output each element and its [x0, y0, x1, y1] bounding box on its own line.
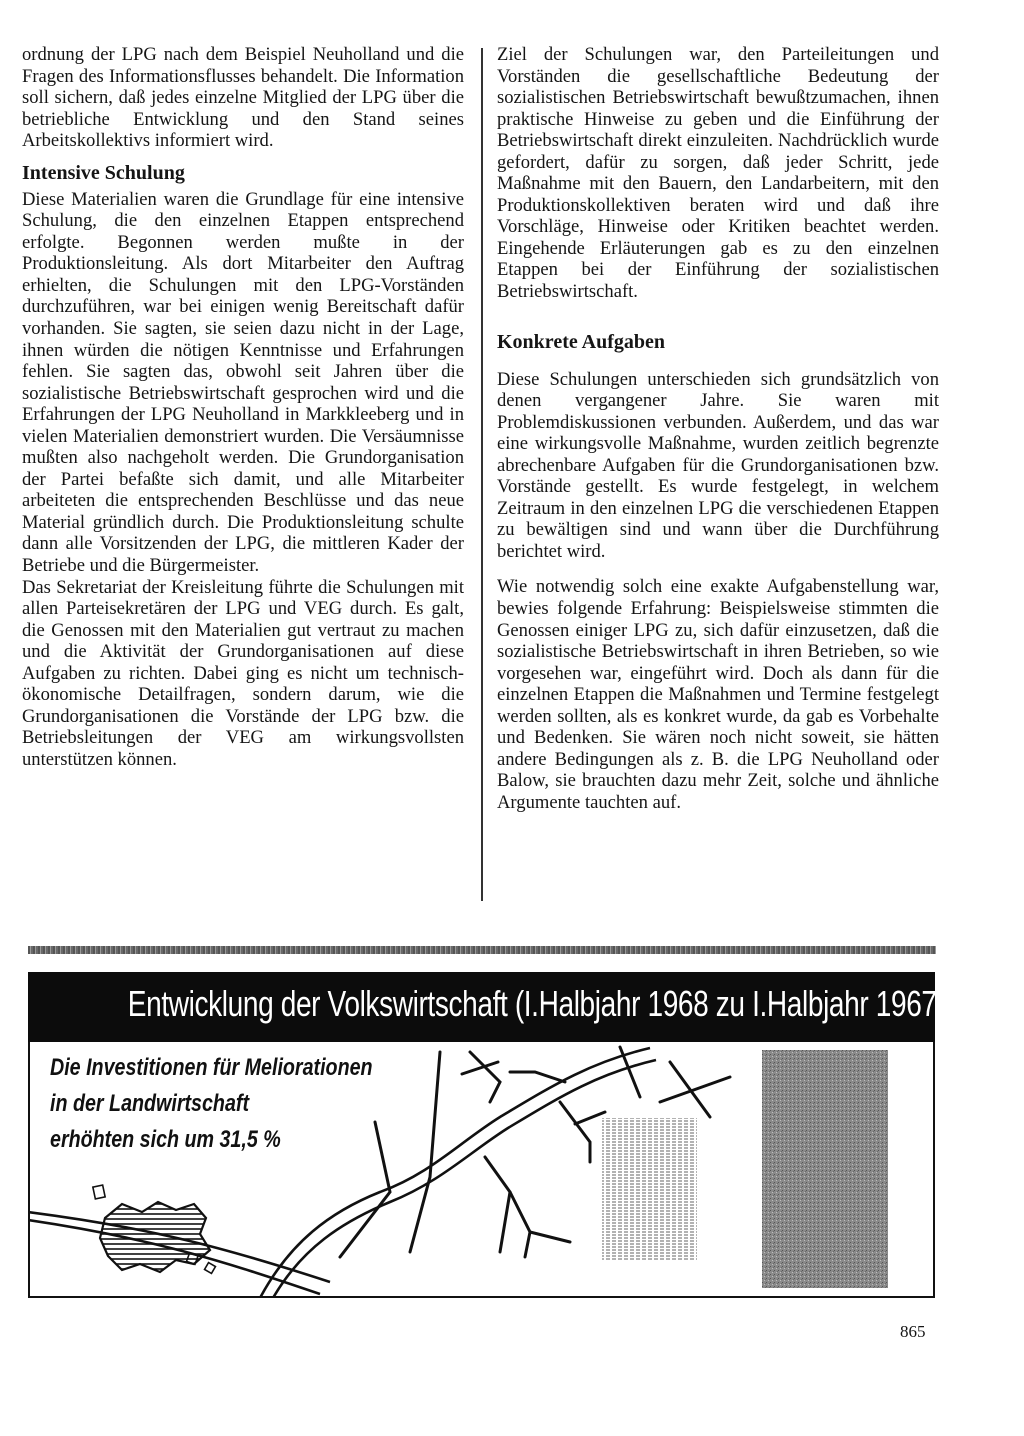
right-paragraph-3: Wie notwendig solch eine exakte Aufgabenstellung war, bewies folgende Erfahrung: Beispielsweise stimmten die Genossen einiger LPG zu, sich dafür einzusetzen, daß die sozialistische Betriebswirtschaft in ihren Betrieben, so wie vorgesehen war, eingeführt wird. Doch als dann für die einzelnen Etappen die Maßnahmen und Termine festgelegt werden sollten, als es konkret wurde, da gab es Vorbehalte und Bedenken. Sie wären noch nicht soweit, sie hätten andere Bedingungen als z. B. die LPG Neuholland oder Balow, sie brauchten dazu mehr Zeit, solche und ähnliche Argumente tauchten auf. — [497, 576, 939, 813]
left-paragraph-2: Diese Materialien waren die Grundlage für eine intensive Schulung, die den einzelnen Etappen entsprechend erfolgte. Begonnen werden mußte in der Produktionsleitung. Als dort Mitarbeiter den Auftrag erhielten, die Schulungen mit den LPG-Vorständen durchzuführen, war bei einigen wenig Bereitschaft dafür vorhanden. Sie sagten, sie seien dazu nicht in der Lage, ihnen würden die nötigen Kenntnisse und Erfahrungen fehlen. Sie sagten das, obwohl seit Jahren über die sozialistische Betriebswirtschaft gesprochen wird und die Erfahrungen der LPG Neuholland in Markkleeberg und in vielen Materialien demonstriert wurden. Die Versäumnisse mußten also nachgeholt werden. Die Grundorganisation der Partei befaßte sich damit, und alle Mitarbeiter arbeiteten die entsprechenden Beschlüsse und das neue Material gründlich durch. Die Produktionsleitung schulte dann alle Vorsitzenden der LPG, die mittleren Kader der Betriebe und die Bürgermeister. — [22, 188, 464, 577]
page-number: 865 — [900, 1322, 926, 1341]
decorative-stripe — [28, 946, 936, 954]
left-paragraph-1: ordnung der LPG nach dem Beispiel Neuholland und die Fragen des Informationsflusses behandelt. Die Information soll sichern, daß jedes einzelne Mitglied der LPG über die betriebliche Entwicklung und den Stand seines Arbeitskollektivs informiert wird. — [22, 44, 464, 152]
column-divider — [481, 48, 483, 901]
left-paragraph-3: Das Sekretariat der Kreisleitung führte die Schulungen mit allen Parteisekretären der LPG und VEG durch. Es galt, die Genossen mit den Materialien gut vertraut zu machen und die Aktivität der Grundorganisationen auf diese Aufgaben zu richten. Dabei ging es nicht um technisch-ökonomische Detailfragen, sondern darum, wie die Grundorganisationen die Vorstände der LPG bzw. die Betriebsleitungen der VEG am wirkungsvollsten unterstützen können. — [22, 576, 464, 770]
heading-konkrete-aufgaben: Konkrete Aufgaben — [497, 330, 665, 353]
caption-line-1: Die Investitionen für Meliorationen — [50, 1054, 373, 1081]
infographic-title: Entwicklung der Volkswirtschaft (I.Halbjahr 1968 zu I.Halbjahr 1967) — [127, 983, 946, 1024]
right-paragraph-2: Diese Schulungen unterschieden sich grundsätzlich von denen vergangener Jahre. Sie waren mit Problemdiskussionen verbunden. Außerdem, und das war eine wirkungsvolle Maßnahme, wurden zeitlich begrenzte abrechenbare Aufgaben für die Grundorganisationen bzw. Vorstände gestellt. Es wurde festgelegt, in welchem Zeitraum in den einzelnen LPG die verschiedenen Etappen zu bewältigen sind und wann über die Durchführung berichtet wird. — [497, 368, 939, 562]
left-column — [22, 44, 464, 771]
infographic-caption — [50, 1050, 373, 1158]
caption-line-3: erhöhten sich um 31,5 % — [50, 1126, 281, 1153]
field-text-block — [602, 1118, 697, 1260]
infographic-box — [28, 1042, 935, 1298]
infographic-banner — [28, 972, 946, 1042]
village-area — [100, 1202, 210, 1272]
grey-field — [762, 1050, 888, 1288]
caption-line-2: in der Landwirtschaft — [50, 1090, 250, 1117]
right-paragraph-1: Ziel der Schulungen war, den Parteileitungen und Vorständen die gesellschaftliche Bedeutung der sozialistischen Betriebswirtschaft bewußtzumachen, ihnen praktische Hinweise zu geben und die Einführung der Betriebswirtschaft direkt einzuleiten. Nachdrücklich wurde gefordert, dafür zu sorgen, daß jeder Schritt, jede Maßnahme mit den Bauern, den Landarbeitern, mit den Produktionskollektiven beraten wird und daß ihre Vorschläge, Hinweise oder Kritiken beachtet werden. Eingehende Erläuterungen gab es zu den einzelnen Etappen bei der Einführung der sozialistischen Betriebswirtschaft. — [497, 44, 939, 303]
heading-intensive-schulung: Intensive Schulung — [22, 161, 185, 184]
right-column — [497, 44, 939, 814]
